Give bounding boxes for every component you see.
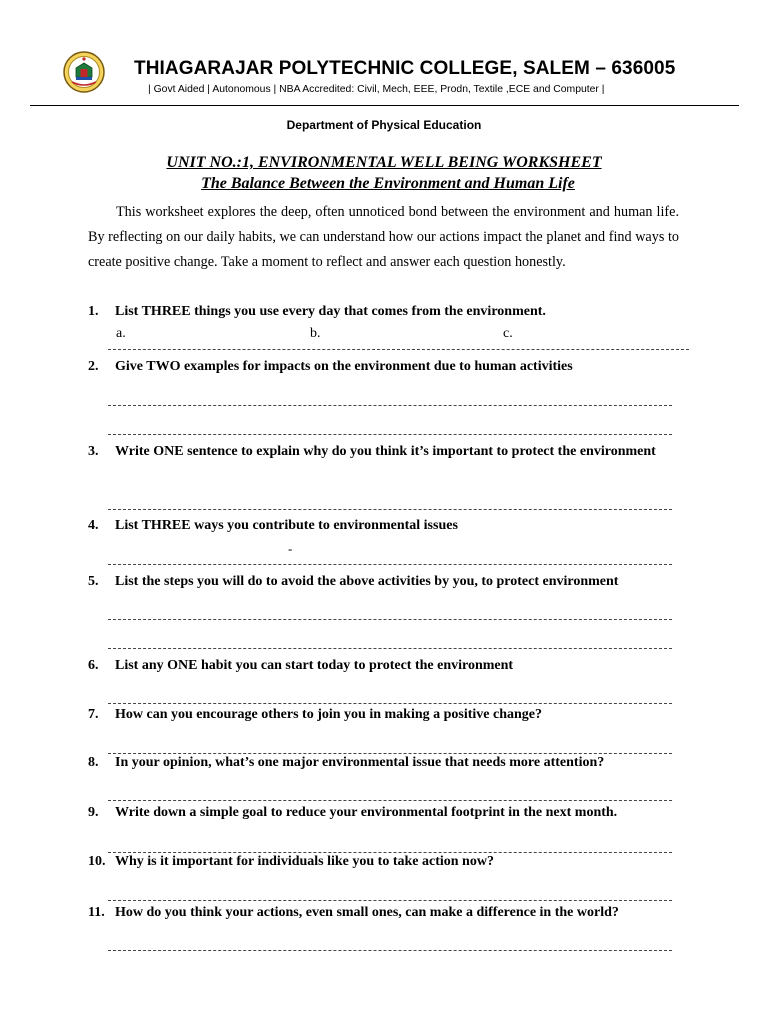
question-text: How can you encourage others to join you in making a positive change? [115,707,543,722]
answer-option-b: b. [310,326,321,341]
question-4 [88,516,680,536]
question-number: 4. [88,518,99,533]
question-text: Write down a simple goal to reduce your environmental footprint in the next month. [115,805,618,820]
answer-line[interactable] [108,703,672,704]
department-name: Department of Physical Education [286,118,482,132]
answer-line[interactable] [108,950,672,951]
worksheet-title: UNIT NO.:1, ENVIRONMENTAL WELL BEING WORKSHEET [166,154,602,171]
question-8 [88,753,680,773]
answer-option-a: a. [116,326,126,341]
answer-line[interactable] [108,509,672,510]
question-7 [88,705,680,725]
question-2 [88,357,680,377]
worksheet-subtitle: The Balance Between the Environment and Human Life [201,175,575,192]
question-text: In your opinion, what’s one major environmental issue that needs more attention? [115,755,605,770]
question-10 [88,852,680,872]
question-text: List any ONE habit you can start today to protect the environment [115,658,514,673]
question-text: List THREE things you use every day that comes from the environment. [115,304,546,319]
header-divider [30,105,739,106]
question-text: List the steps you will do to avoid the above activities by you, to protect environment [115,574,619,589]
college-header [0,46,768,108]
question-number: 1. [88,304,99,319]
answer-line[interactable] [108,800,672,801]
question-number: 10. [88,854,106,869]
question-text: Give TWO examples for impacts on the environment due to human activities [115,359,573,374]
question-number: 11. [88,905,105,920]
question-text: Write ONE sentence to explain why do you think it’s important to protect the environment [115,444,656,459]
question-number: 2. [88,359,99,374]
answer-line[interactable] [108,564,672,565]
stray-dash: - [288,541,293,556]
college-emblem-icon [62,50,106,94]
question-text: How do you think your actions, even small ones, can make a difference in the world? [115,905,619,920]
question-9 [88,803,680,823]
question-5 [88,572,680,592]
answer-line[interactable] [108,349,689,350]
question-3 [88,442,680,462]
intro-paragraph: This worksheet explores the deep, often unnoticed bond between the environment and human life. By reflecting on our daily habits, we can understand how our actions impact the planet and find ways to create positive change. Take a moment to reflect and answer each question honestly. [88,204,679,270]
question-number: 7. [88,707,99,722]
answer-line[interactable] [108,405,672,406]
college-name: THIAGARAJAR POLYTECHNIC COLLEGE, SALEM – 636005 [134,58,676,79]
answer-line[interactable] [108,434,672,435]
answer-line[interactable] [108,900,672,901]
answer-line[interactable] [108,619,672,620]
question-number: 5. [88,574,99,589]
question-number: 8. [88,755,99,770]
question-11 [88,903,680,923]
question-6 [88,656,680,676]
answer-option-c: c. [503,326,513,341]
college-accreditation: | Govt Aided | Autonomous | NBA Accredited: Civil, Mech, EEE, Prodn, Textile ,ECE and Computer | [148,84,605,95]
question-number: 6. [88,658,99,673]
question-1 [88,302,680,322]
question-number: 3. [88,444,99,459]
question-text: Why is it important for individuals like you to take action now? [115,854,494,869]
answer-line[interactable] [108,648,672,649]
question-text: List THREE ways you contribute to environmental issues [115,518,458,533]
question-number: 9. [88,805,99,820]
